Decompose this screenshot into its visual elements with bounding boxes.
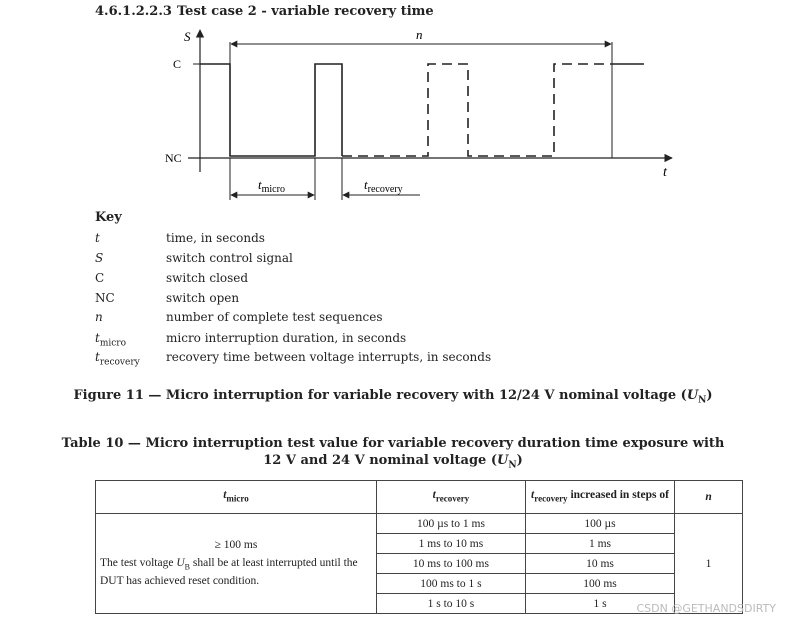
key-title: Key (95, 210, 122, 225)
tmicro-note: The test voltage $U_B$ shall be at least interrupted until the DUT has achieved reset condition. (100, 556, 358, 588)
signal-solid (200, 64, 342, 156)
key-desc: switch closed (166, 271, 249, 285)
key-desc: recovery time between voltage interrupts, in seconds (166, 350, 492, 364)
watermark: CSDN @GETHANDSDIRTY (636, 602, 776, 615)
tmicro-value: ≥ 100 ms (214, 538, 258, 551)
recovery-cell: 1 ms to 10 ms (376, 534, 525, 554)
table-header-row (96, 481, 743, 514)
header-n: n (675, 481, 743, 514)
key-symbol: S (95, 251, 104, 265)
recovery-cell: 100 ms to 1 s (376, 574, 525, 594)
key-desc: switch control signal (166, 251, 293, 265)
key-desc: number of complete test sequences (166, 310, 383, 324)
table-caption-line2: 12 V and 24 V nominal voltage $(U_N)$ (263, 453, 523, 471)
recovery-cell: 10 ms to 100 ms (376, 554, 525, 574)
key-desc: switch open (166, 291, 240, 305)
key-symbol: $t_{micro}$ (95, 331, 127, 349)
key-desc: micro interruption duration, in seconds (166, 331, 407, 345)
n-cell: 1 (675, 514, 743, 614)
timing-diagram (0, 0, 786, 210)
key-symbol: $t_{recovery}$ (95, 350, 140, 368)
key-symbol: NC (95, 291, 115, 305)
key-desc: time, in seconds (166, 231, 265, 245)
header-tmicro: $t_{micro}$ (96, 481, 377, 514)
recovery-cell: 100 µs to 1 ms (376, 514, 525, 534)
trecovery-label: $t_{recovery}$ (364, 177, 403, 195)
header-trecovery: $t_{recovery}$ (376, 481, 525, 514)
step-cell: 100 µs (525, 514, 674, 534)
signal-dashed (342, 64, 612, 156)
table-row (96, 514, 743, 534)
step-cell: 1 ms (525, 534, 674, 554)
recovery-cell: 1 s to 10 s (376, 594, 525, 614)
step-cell: 1 s (525, 594, 674, 614)
key-symbol: t (95, 231, 100, 245)
step-cell: 100 ms (525, 574, 674, 594)
table-10 (95, 480, 743, 614)
n-label: n (416, 27, 423, 42)
level-c-label: C (173, 57, 182, 71)
table-caption-line1: Table 10 — Micro interruption test value for variable recovery duration time exposure with (61, 436, 725, 451)
tmicro-label: $t_{micro}$ (258, 177, 285, 195)
figure-caption: Figure 11 — Micro interruption for variable recovery with 12/24 V nominal voltage $(U_N)$ (73, 388, 713, 406)
key-symbol: C (95, 271, 105, 285)
key-symbol: n (95, 310, 103, 324)
header-trecovery-step: $t_{recovery}$ increased in steps of (525, 481, 674, 514)
t-axis-label: t (663, 165, 667, 180)
step-cell: 10 ms (525, 554, 674, 574)
section-number: 4.6.1.2.2.3 (95, 4, 172, 19)
s-axis-label: S (184, 29, 191, 44)
section-title: Test case 2 - variable recovery time (177, 4, 434, 19)
tmicro-cell (96, 514, 377, 614)
level-nc-label: NC (165, 151, 182, 165)
